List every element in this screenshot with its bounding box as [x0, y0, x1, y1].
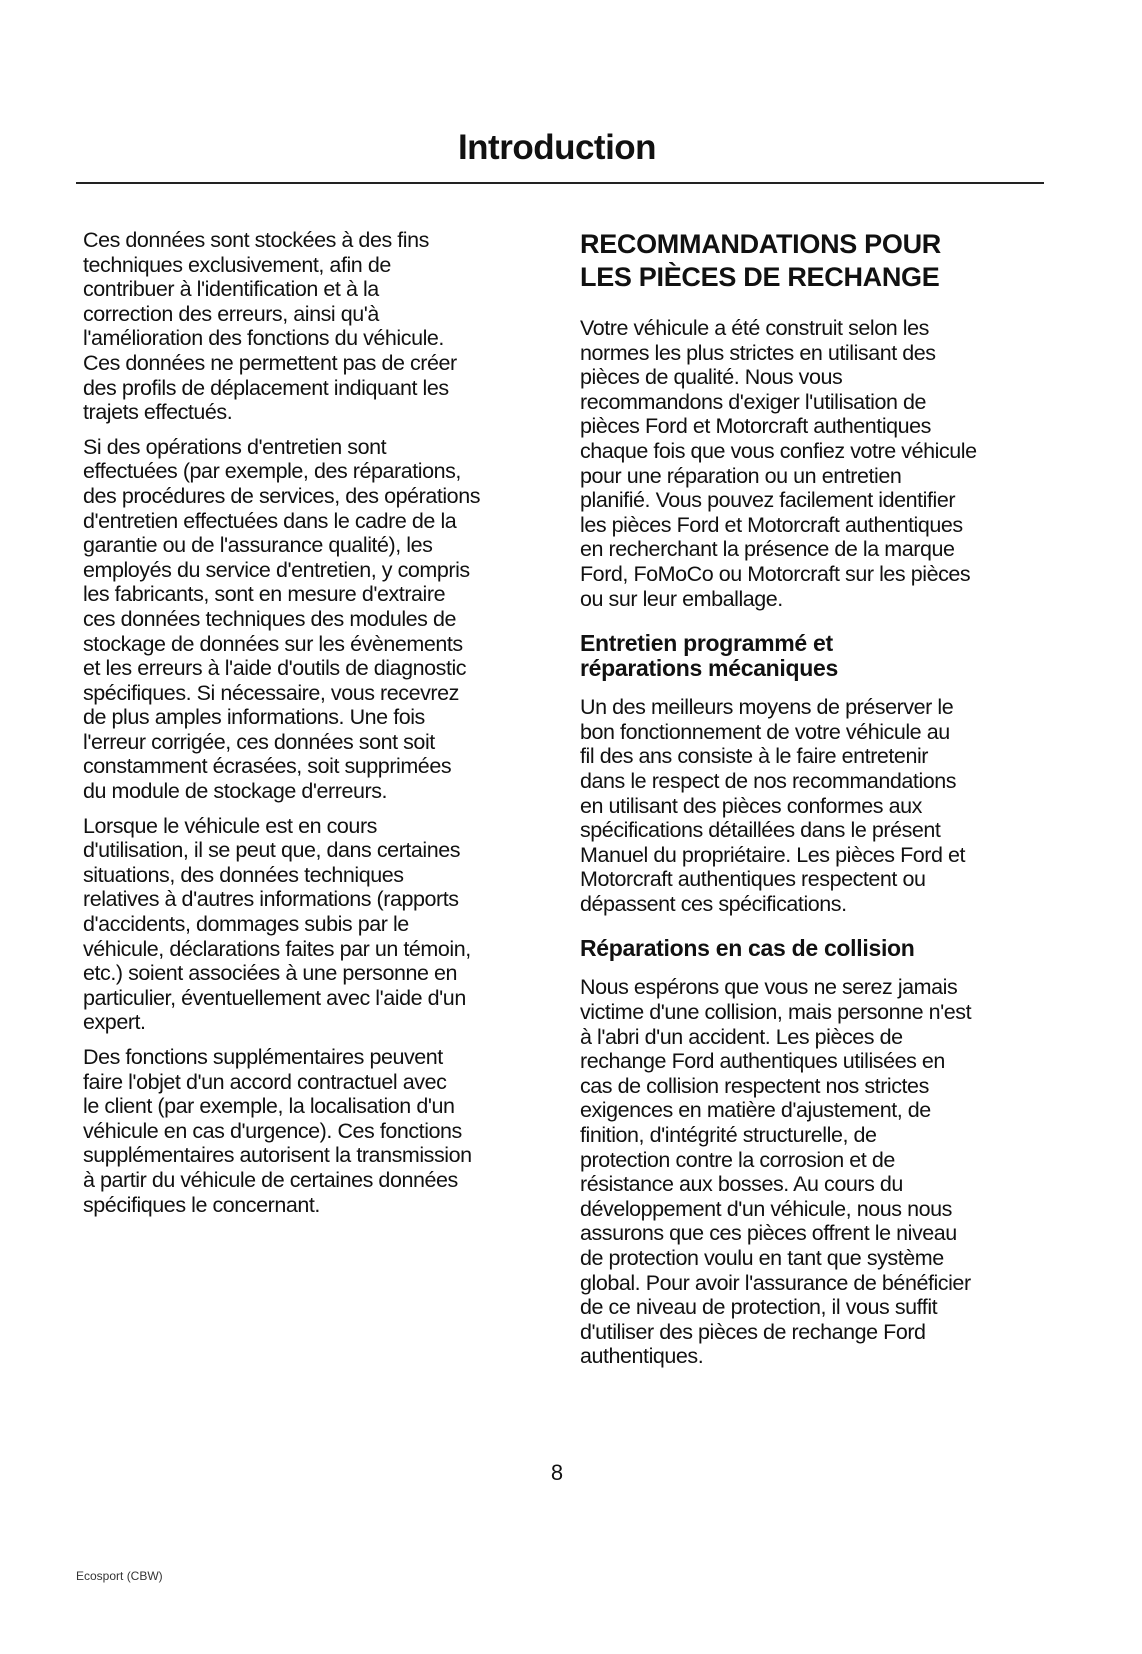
page-title: Introduction — [457, 128, 657, 167]
right-column — [580, 228, 1050, 1379]
paragraph: Nous espérons que vous ne serez jamais victime d'une collision, mais personne n'est à l'abri d'un accident. Les pièces de rechange Ford authentiques utilisées en cas de collision respectent nos strictes exigences en matière d'ajustement, de finition, d'intégrité structurelle, de protection contre la corrosion et de résistance aux bosses. Au cours du développement d'un véhicule, nous nous assurons que ces pièces offrent le niveau de protection voulu en tant que système global. Pour avoir l'assurance de bénéficier de ce niveau de protection, il vous suffit d'utiliser des pièces de rechange Ford authentiques. — [580, 975, 972, 1369]
left-column — [83, 228, 553, 1227]
header-divider — [76, 182, 1044, 184]
page-number: 8 — [550, 1460, 564, 1485]
footer-model: Ecosport (CBW) — [76, 1569, 163, 1583]
paragraph: Des fonctions supplémentaires peuvent faire l'objet d'un accord contractuel avec le client (par exemple, la localisation d'un véhicule en cas d'urgence). Ces fonctions supplémentaires autorisent la transmission à partir du véhicule de certaines données spécifiques le concernant. — [83, 1045, 472, 1217]
subheading: Entretien programmé et réparations mécaniques — [580, 630, 839, 682]
paragraph: Si des opérations d'entretien sont effectuées (par exemple, des réparations, des procédures de services, des opérations d'entretien effectuées dans le cadre de la garantie ou de l'assurance qualité), les employés du service d'entretien, y compris les fabricants, sont en mesure d'extraire ces données techniques des modules de stockage de données sur les évènements et les erreurs à l'aide d'outils de diagnostic spécifiques. Si nécessaire, vous recevrez de plus amples informations. Une fois l'erreur corrigée, ces données sont soit constamment écrasées, soit supprimées du module de stockage d'erreurs. — [83, 434, 481, 804]
paragraph: Ces données sont stockées à des fins techniques exclusivement, afin de contribuer à l'identification et à la correction des erreurs, ainsi qu'à l'amélioration des fonctions du véhicule. Ces données ne permettent pas de créer des profils de déplacement indiquant les trajets effectués. — [83, 228, 457, 425]
paragraph: Un des meilleurs moyens de préserver le bon fonctionnement de votre véhicule au fil des ans consiste à le faire entretenir dans le respect de nos recommandations en utilisant des pièces conformes aux spécifications détaillées dans le présent Manuel du propriétaire. Les pièces Ford et Motorcraft authentiques respectent ou dépassent ces spécifications. — [580, 695, 966, 916]
paragraph: Lorsque le véhicule est en cours d'utilisation, il se peut que, dans certaines situations, des données techniques relatives à d'autres informations (rapports d'accidents, dommages subis par le véhicule, déclarations faites par un témoin, etc.) soient associées à une personne en particulier, éventuellement avec l'aide d'un expert. — [83, 813, 471, 1035]
paragraph: Votre véhicule a été construit selon les normes les plus strictes en utilisant des pièces de qualité. Nous vous recommandons d'exiger l'utilisation de pièces Ford et Motorcraft authentiques chaque fois que vous confiez votre véhicule pour une réparation ou un entretien planifié. Vous pouvez facilement identifier les pièces Ford et Motorcraft authentiques en recherchant la présence de la marque Ford, FoMoCo ou Motorcraft sur les pièces ou sur leur emballage. — [580, 316, 977, 611]
subheading: Réparations en cas de collision — [580, 935, 915, 962]
section-heading: RECOMMANDATIONS POUR LES PIÈCES DE RECHANGE — [580, 229, 941, 292]
